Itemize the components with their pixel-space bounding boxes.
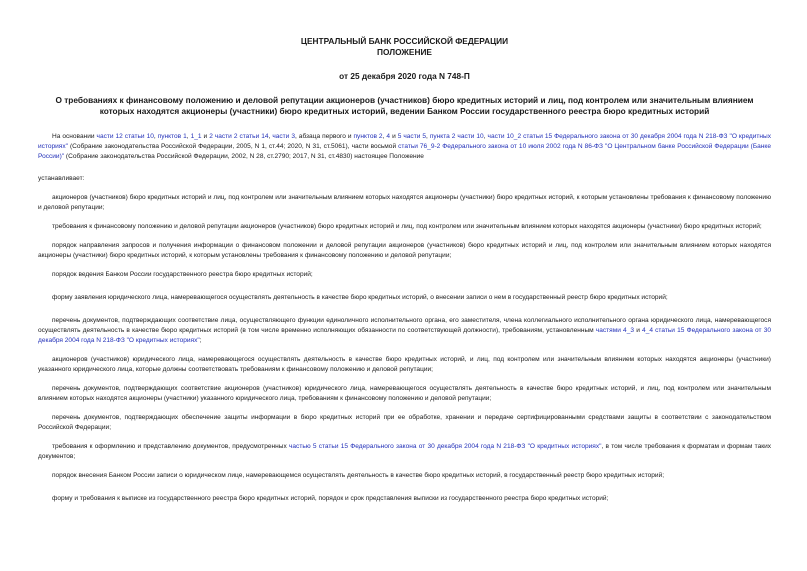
list-item: акционеров (участников) бюро кредитных историй и лиц, под контролем или значительным влиянием которых находятся акционеры (участники) бюро кредитных историй, к которым установлены требования к финансовому положению и деловой репутации; (38, 194, 771, 211)
document-title: О требованиях к финансовому положению и деловой репутации акционеров (участников) бюро кредитных историй и лиц, под контролем или значительным влиянием которых находятся акционеры (участники) бюро кредитных историй, ведении Банком России государственного реестра бюро кредитных историй (55, 95, 754, 116)
list-item: порядок ведения Банком России государственного реестра бюро кредитных историй; (52, 271, 313, 278)
basis-paragraph: На основании части 12 статьи 10, пунктов 1, 1_1 и 2 части 2 статьи 14, части 3, абзаца первого и пунктов 2, 4 и 5 части 5, пункта 2 части 10, части 10_2 статьи 15 Федерального закона от 30 декабря 2004 года N 218-ФЗ "О кредитных историях" (Собрание законодательства Российской Федерации, 2005, N 1, ст.44; 2020, N 31, ст.5061), части восьмой статьи 76_9-2 Федерального закона от 10 июля 2002 года N 86-ФЗ "О Центральном банке Российской Федерации (Банке России)" (Собрание законодательства Российской Федерации, 2002, N 28, ст.2790; 2017, N 31, ст.4830) настоящее Положение (38, 133, 772, 160)
list-item: перечень документов, подтверждающих соответствие акционеров (участников) юридического лица, намеревающегося осуществлять деятельность в качестве бюро кредитных историй, и лиц, под контролем или значительным влиянием которых находятся акционеры (участники) указанного юридического лица, требованиям к финансовому положению и деловой репутации; (38, 385, 771, 402)
list-item: перечень документов, подтверждающих обеспечение защиты информации в бюро кредитных историй при ее обработке, хранении и передаче сертифицированными средствами защиты в соответствии с законодательством Российской Федерации; (38, 414, 771, 431)
list-item: форму и требования к выписке из государственного реестра бюро кредитных историй, порядок и срок представления выписки из государственного реестра бюро кредитных историй; (52, 495, 609, 502)
list-item: перечень документов, подтверждающих соответствие лица, осуществляющего функции единоличного исполнительного органа, его заместителя, члена коллегиального исполнительного органа юридического лица, намеревающегося осуществлять деятельность в качестве бюро кредитных историй (в том числе временно исполняющих обязанности по соответствующей должности), требованиям, установленным частями 4_3 и 4_4 статьи 15 Федерального закона от 30 декабря 2004 года N 218-ФЗ "О кредитных историях"; (38, 317, 772, 344)
date-number: от 25 декабря 2020 года N 748-П (339, 71, 470, 81)
issuer: ЦЕНТРАЛЬНЫЙ БАНК РОССИЙСКОЙ ФЕДЕРАЦИИ (300, 36, 509, 46)
link-items-2[interactable]: пунктов 2 (353, 133, 383, 140)
list-item: форму заявления юридического лица, намеревающегося осуществлять деятельность в качестве бюро кредитных историй, о внесении записи о нем в государственный реестр бюро кредитных историй; (52, 294, 668, 301)
link-law-218-fz[interactable]: части 10_2 статьи 15 Федерального закона от 30 декабря 2004 года N 218-ФЗ "О кредитных историях" (38, 133, 772, 150)
link-part-12-article-10[interactable]: части 12 статьи 10 (96, 133, 154, 140)
list-item: требования к финансовому положению и деловой репутации акционеров (участников) бюро кредитных историй и лиц, под контролем или значительным влиянием которых находятся акционеры (участники) бюро кредитных историй; (52, 223, 762, 230)
link-part-2-article-14[interactable]: 2 части 2 статьи 14 (209, 133, 269, 140)
list-item: порядок направления запросов и получения информации о финансовом положении и деловой репутации акционеров (участников) бюро кредитных историй и лиц, под контролем или значительным влиянием которых находятся акционеры (участники) бюро кредитных историй, к которым установлены требования к финансовому положению и деловой репутации; (38, 242, 771, 259)
list-item: акционеров (участников) юридического лица, намеревающегося осуществлять деятельность в качестве бюро кредитных историй, и лиц, под контролем или значительным влиянием которых находятся акционеры (участники) указанного юридического лица, которые должны соответствовать требованиям к финансовому положению и деловой репутации; (38, 356, 771, 373)
document-type: ПОЛОЖЕНИЕ (377, 47, 432, 57)
link-part-3[interactable]: части 3 (272, 133, 295, 140)
document-header (38, 36, 771, 82)
document-body (38, 132, 771, 504)
link-part-5[interactable]: 5 части 5 (397, 133, 427, 140)
link-parts-4-3[interactable]: частями 4_3 (595, 327, 634, 334)
link-item-4[interactable]: 4 (386, 133, 391, 140)
link-law-86-fz[interactable]: статьи 76_9-2 Федерального закона от 10 июля 2002 года N 86-ФЗ "О Центральном банке Российской Федерации (Банке России)" (38, 143, 771, 160)
link-items-1[interactable]: пунктов 1 (157, 133, 187, 140)
link-item-1-1[interactable]: 1_1 (190, 133, 202, 140)
link-part-4-4-article-15[interactable]: 4_4 статьи 15 Федерального закона от 30 декабря 2004 года N 218-ФЗ "О кредитных историях" (38, 327, 772, 344)
link-part-5-article-15[interactable]: частью 5 статьи 15 Федерального закона от 30 декабря 2004 года N 218-ФЗ "О кредитных историях" (289, 443, 602, 450)
list-item: требования к оформлению и представлению документов, предусмотренных частью 5 статьи 15 Федерального закона от 30 декабря 2004 года N 218-ФЗ "О кредитных историях", в том числе требования к форматам и формам таких документов; (38, 443, 772, 460)
establishes-label: устанавливает: (38, 175, 85, 182)
link-item-2-part-10[interactable]: пункта 2 части 10 (429, 133, 484, 140)
list-item: порядок внесения Банком России записи о юридическом лице, намеревающемся осуществлять деятельность в качестве бюро кредитных историй, в государственный реестр бюро кредитных историй; (52, 472, 665, 479)
